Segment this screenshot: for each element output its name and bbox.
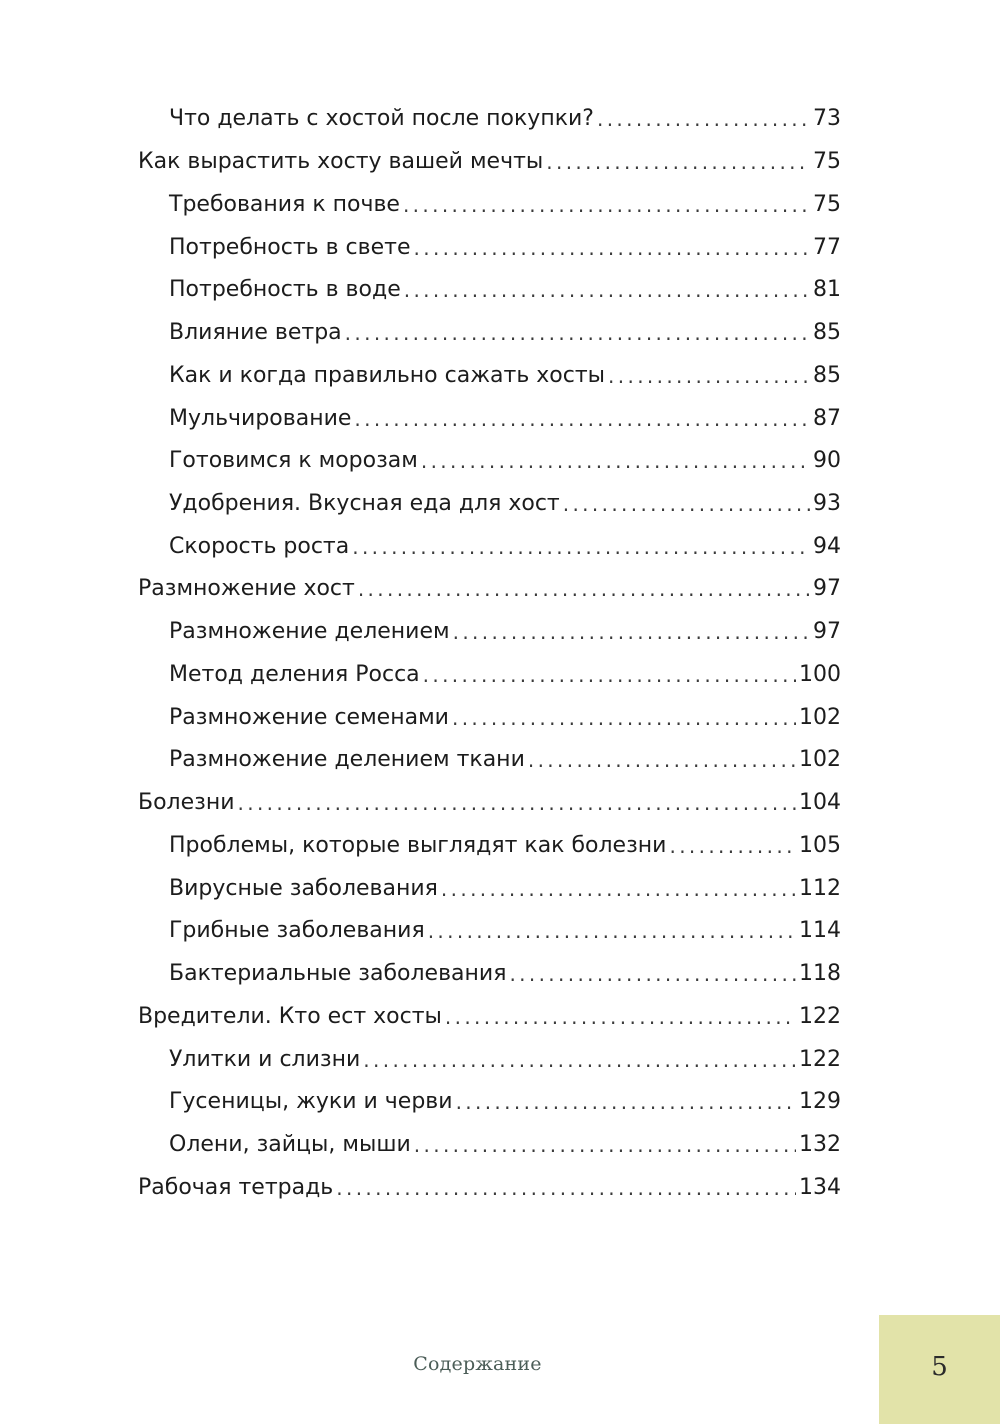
toc-entry-page: 85 [813, 320, 841, 346]
toc-entry-title: Потребность в воде [169, 277, 401, 303]
toc-chapter-entry [138, 1166, 841, 1209]
toc-dot-leader [441, 879, 796, 901]
toc-dot-leader [428, 921, 796, 943]
toc-dot-leader [563, 494, 810, 516]
toc-entry-title: Что делать с хостой после покупки? [169, 106, 594, 132]
toc-dot-leader [453, 622, 810, 644]
toc-entry-page: 122 [799, 1046, 841, 1072]
toc-section-entry [138, 1124, 841, 1167]
toc-section-entry [138, 611, 841, 654]
toc-entry-title: Потребность в свете [169, 234, 411, 260]
toc-entry-page: 114 [799, 918, 841, 944]
toc-entry-page: 75 [813, 149, 841, 175]
toc-section-entry [138, 183, 841, 226]
toc-entry-title: Готовимся к морозам [169, 448, 418, 474]
toc-section-entry [138, 696, 841, 739]
toc-section-entry [138, 483, 841, 526]
toc-entry-title: Проблемы, которые выглядят как болезни [169, 832, 667, 858]
toc-section-entry [138, 953, 841, 996]
toc-entry-page: 97 [813, 576, 841, 602]
toc-entry-title: Вирусные заболевания [169, 875, 438, 901]
toc-entry-title: Гусеницы, жуки и черви [169, 1089, 453, 1115]
toc-entry-page: 73 [813, 106, 841, 132]
toc-section-entry [138, 226, 841, 269]
toc-section-entry [138, 525, 841, 568]
toc-dot-leader [452, 708, 796, 730]
toc-section-entry [138, 739, 841, 782]
toc-entry-page: 134 [799, 1174, 841, 1200]
toc-section-entry [138, 440, 841, 483]
toc-dot-leader [528, 750, 796, 772]
toc-entry-title: Требования к почве [169, 191, 400, 217]
toc-section-entry [138, 98, 841, 141]
toc-section-entry [138, 354, 841, 397]
toc-dot-leader [509, 964, 796, 986]
page-number: 5 [931, 1352, 948, 1382]
toc-entry-title: Метод деления Росса [169, 661, 420, 687]
toc-entry-page: 105 [799, 832, 841, 858]
table-of-contents [138, 98, 841, 1209]
toc-entry-page: 122 [799, 1003, 841, 1029]
toc-entry-title: Болезни [138, 790, 235, 816]
running-footer-title: Содержание [413, 1353, 542, 1375]
toc-dot-leader [445, 1007, 796, 1029]
toc-entry-title: Грибные заболевания [169, 918, 425, 944]
toc-entry-page: 118 [799, 961, 841, 987]
page-number-tab [879, 1315, 1000, 1424]
toc-entry-title: Скорость роста [169, 533, 350, 559]
toc-entry-page: 129 [799, 1089, 841, 1115]
toc-entry-page: 85 [813, 362, 841, 388]
toc-entry-page: 77 [813, 234, 841, 260]
toc-entry-page: 90 [813, 448, 841, 474]
toc-entry-page: 93 [813, 490, 841, 516]
toc-entry-title: Влияние ветра [169, 320, 342, 346]
toc-dot-leader [456, 1092, 796, 1114]
toc-entry-page: 81 [813, 277, 841, 303]
toc-dot-leader [669, 836, 796, 858]
toc-dot-leader [423, 665, 796, 687]
toc-entry-page: 97 [813, 619, 841, 645]
toc-section-entry [138, 910, 841, 953]
toc-chapter-entry [138, 568, 841, 611]
toc-section-entry [138, 1038, 841, 1081]
toc-dot-leader [414, 1135, 796, 1157]
toc-section-entry [138, 867, 841, 910]
toc-chapter-entry [138, 995, 841, 1038]
toc-section-entry [138, 654, 841, 697]
toc-entry-page: 100 [799, 661, 841, 687]
toc-dot-leader [352, 537, 810, 559]
toc-dot-leader [597, 109, 810, 131]
toc-entry-title: Как и когда правильно сажать хосты [169, 362, 606, 388]
toc-entry-title: Олени, зайцы, мыши [169, 1131, 411, 1157]
toc-entry-page: 94 [813, 533, 841, 559]
toc-dot-leader [546, 152, 810, 174]
toc-dot-leader [404, 280, 810, 302]
toc-entry-title: Размножение делением [169, 619, 450, 645]
toc-dot-leader [414, 238, 810, 260]
toc-entry-title: Улитки и слизни [169, 1046, 361, 1072]
toc-entry-title: Рабочая тетрадь [138, 1174, 334, 1200]
toc-entry-page: 104 [799, 790, 841, 816]
toc-entry-title: Мульчирование [169, 405, 352, 431]
toc-section-entry [138, 824, 841, 867]
toc-dot-leader [345, 323, 810, 345]
toc-dot-leader [421, 451, 810, 473]
toc-section-entry [138, 312, 841, 355]
toc-entry-page: 75 [813, 191, 841, 217]
toc-entry-title: Размножение хост [138, 576, 355, 602]
toc-entry-page: 102 [799, 704, 841, 730]
toc-entry-title: Размножение семенами [169, 704, 449, 730]
toc-dot-leader [336, 1178, 796, 1200]
toc-chapter-entry [138, 782, 841, 825]
toc-entry-title: Размножение делением ткани [169, 747, 525, 773]
toc-entry-page: 132 [799, 1131, 841, 1157]
toc-chapter-entry [138, 141, 841, 184]
toc-entry-page: 102 [799, 747, 841, 773]
toc-entry-title: Удобрения. Вкусная еда для хост [169, 490, 560, 516]
toc-entry-title: Вредители. Кто ест хосты [138, 1003, 442, 1029]
toc-dot-leader [403, 195, 810, 217]
toc-dot-leader [608, 366, 810, 388]
toc-section-entry [138, 1081, 841, 1124]
toc-dot-leader [358, 579, 810, 601]
toc-entry-title: Бактериальные заболевания [169, 961, 507, 987]
toc-section-entry [138, 397, 841, 440]
toc-dot-leader [238, 793, 796, 815]
toc-dot-leader [363, 1050, 796, 1072]
toc-entry-page: 112 [799, 875, 841, 901]
toc-dot-leader [354, 409, 810, 431]
toc-section-entry [138, 269, 841, 312]
toc-entry-page: 87 [813, 405, 841, 431]
toc-entry-title: Как вырастить хосту вашей мечты [138, 149, 544, 175]
